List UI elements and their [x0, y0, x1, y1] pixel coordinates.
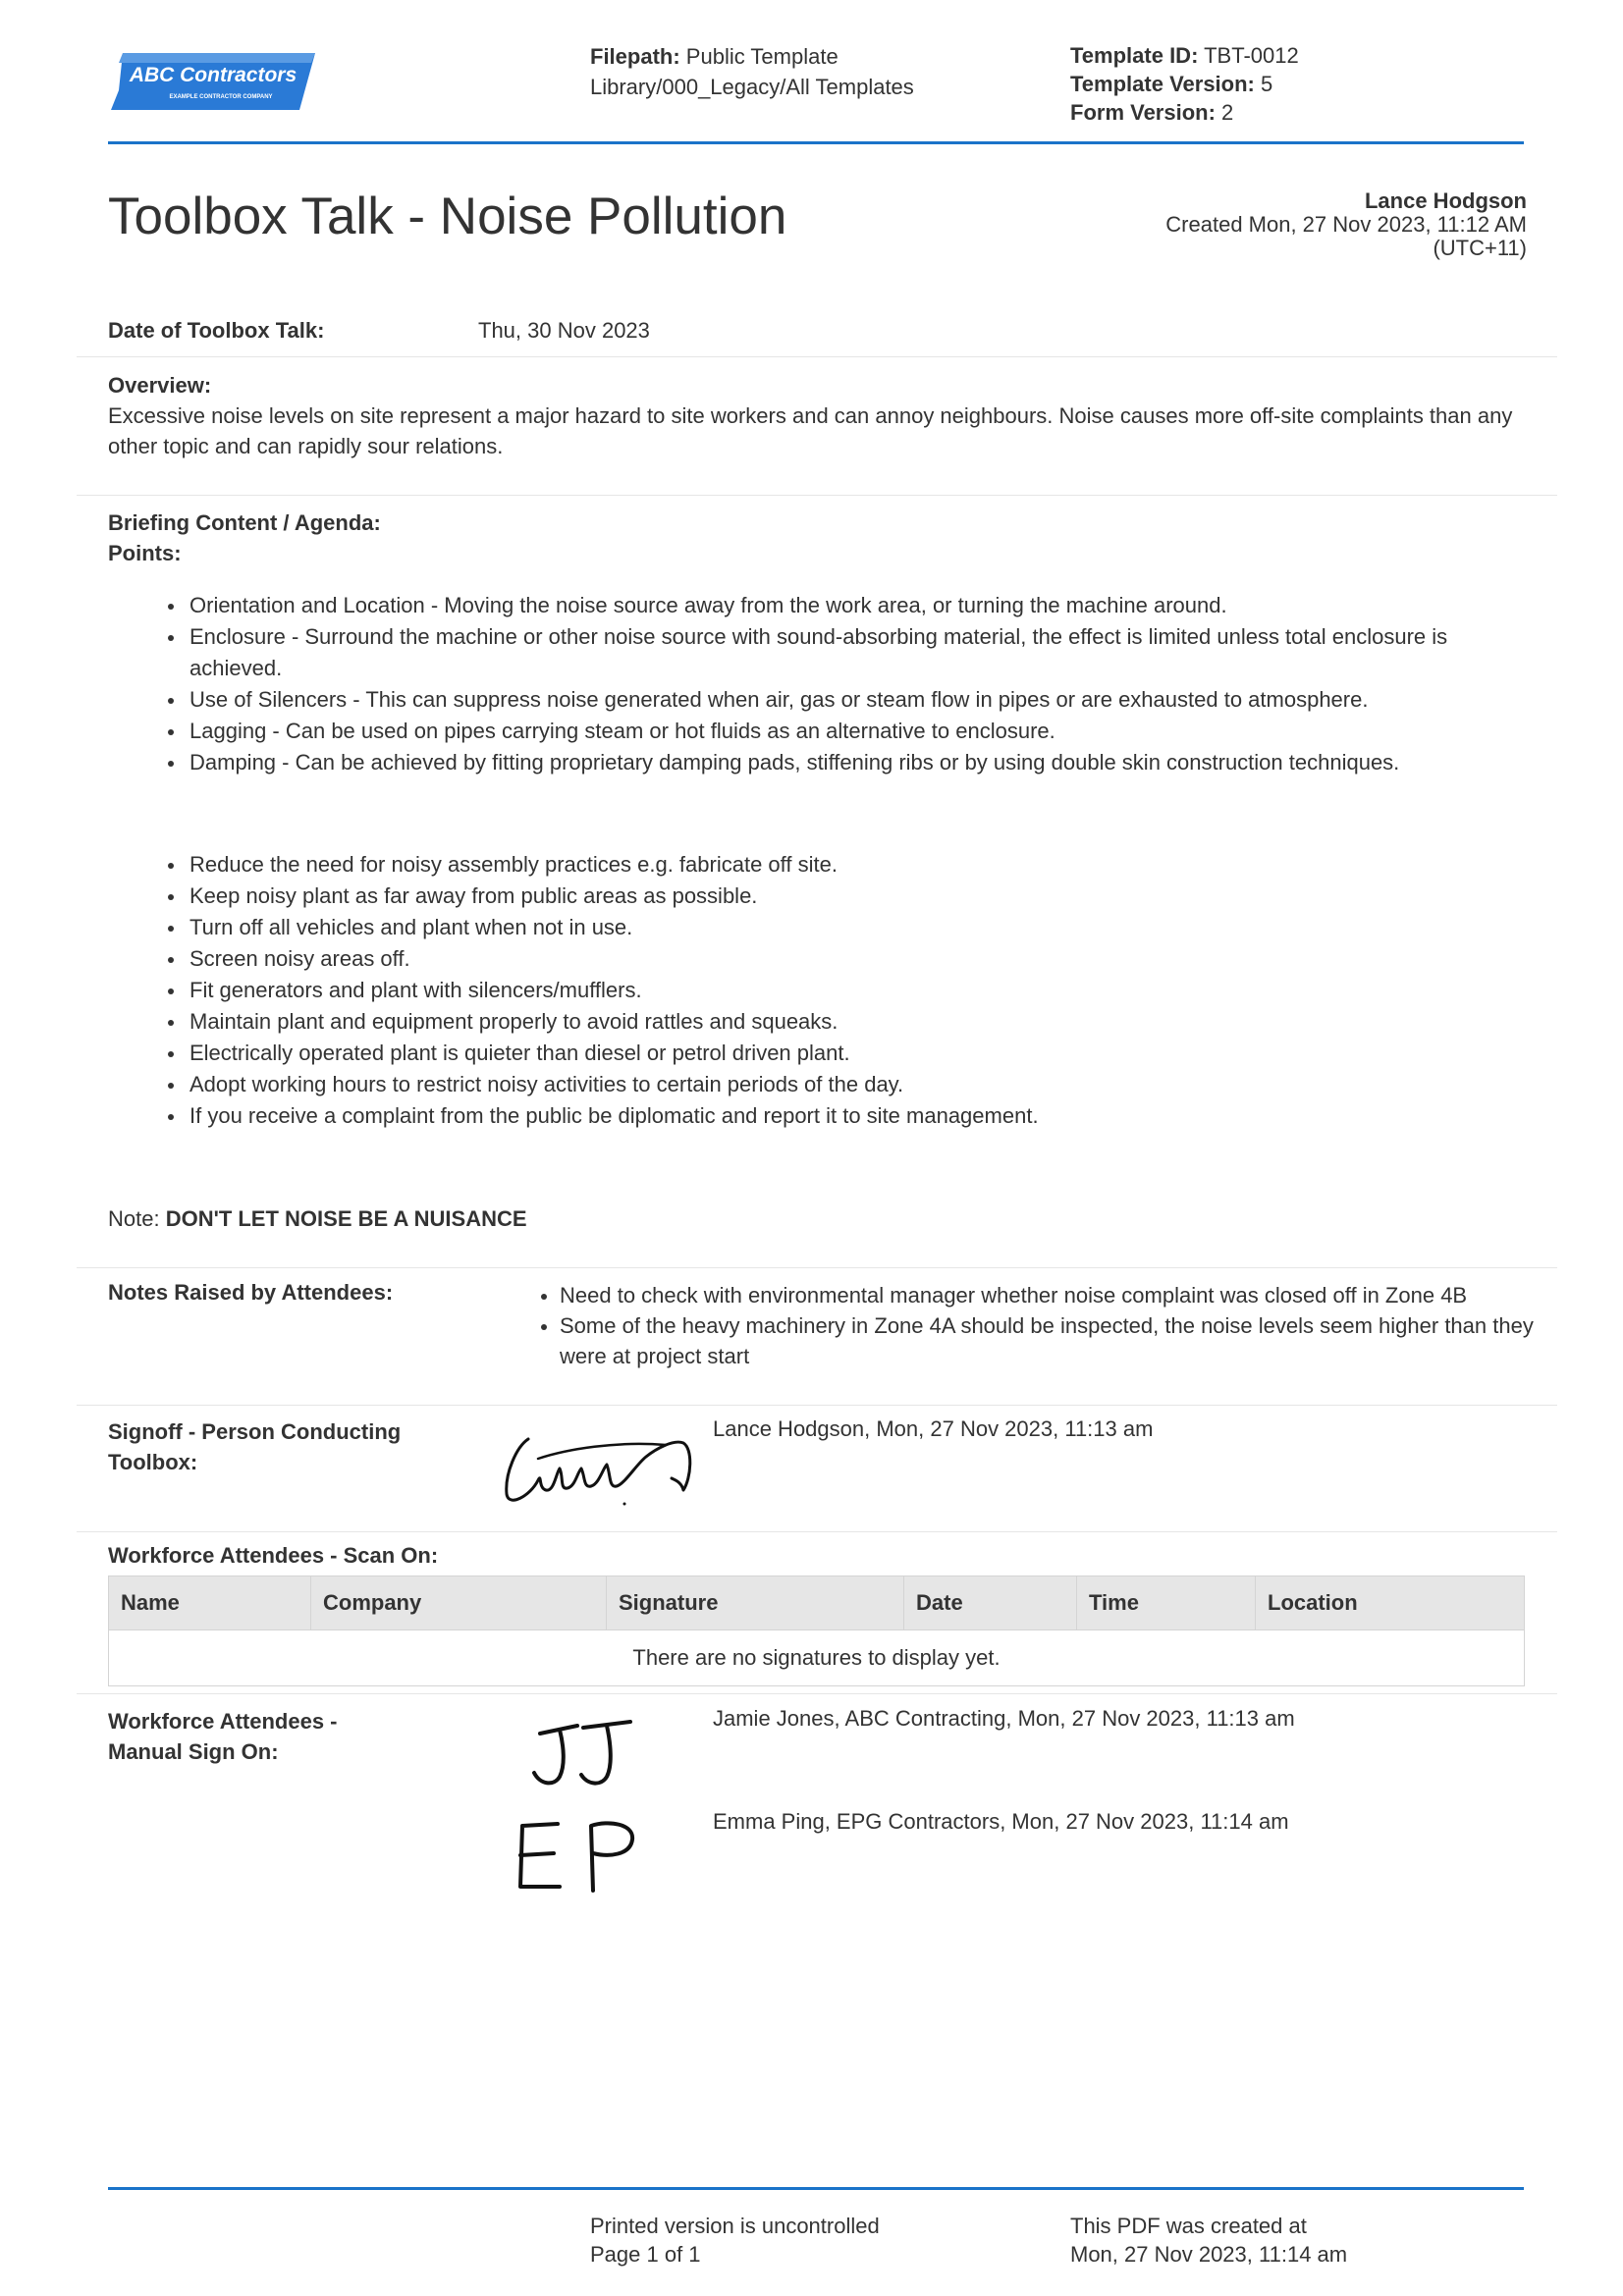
signature-image — [511, 1818, 648, 1896]
points-label: Points: — [108, 541, 182, 565]
list-item: Orientation and Location - Moving the noise source away from the work area, or turning the machine around. — [189, 590, 1495, 621]
list-item: Enclosure - Surround the machine or other noise source with sound-absorbing material, the effect is limited unless total enclosure is achieved. — [189, 621, 1495, 684]
date-label: Date of Toolbox Talk: — [108, 318, 325, 343]
manual-sign-on-label: Workforce Attendees - Manual Sign On: — [108, 1709, 338, 1764]
uncontrolled-notice: Printed version is uncontrolled — [590, 2214, 880, 2238]
pdf-created-label: This PDF was created at — [1070, 2214, 1307, 2238]
briefing-label: Briefing Content / Agenda: — [108, 510, 381, 535]
list-item: Maintain plant and equipment properly to avoid rattles and squeaks. — [189, 1006, 1495, 1038]
list-item: Some of the heavy machinery in Zone 4A should be inspected, the noise levels seem higher than they were at project start — [560, 1310, 1551, 1371]
date-value: Thu, 30 Nov 2023 — [478, 318, 650, 343]
pdf-created-value: Mon, 27 Nov 2023, 11:14 am — [1070, 2242, 1348, 2267]
list-item: Reduce the need for noisy assembly practices e.g. fabricate off site. — [189, 849, 1495, 881]
filepath-block — [590, 41, 1052, 102]
row-divider — [77, 495, 1557, 496]
company-logo — [111, 51, 317, 112]
page-title: Toolbox Talk - Noise Pollution — [108, 187, 787, 245]
attendee-notes-list — [530, 1280, 1551, 1371]
column-header: Signature — [607, 1576, 904, 1630]
note-prefix: Note: — [108, 1206, 166, 1231]
row-divider — [77, 356, 1557, 357]
signoff-details: Lance Hodgson, Mon, 27 Nov 2023, 11:13 am — [713, 1416, 1154, 1441]
row-divider — [77, 1693, 1557, 1694]
list-item: Need to check with environmental manager whether noise complaint was closed off in Zone 4B — [560, 1280, 1551, 1310]
creator-name: Lance Hodgson — [1364, 188, 1527, 213]
footer-right — [1070, 2212, 1347, 2269]
list-item: Damping - Can be achieved by fitting proprietary damping pads, stiffening ribs or by using double skin construction techniques. — [189, 747, 1495, 778]
row-divider — [77, 1531, 1557, 1532]
control-measures-list — [108, 590, 1495, 778]
briefing-section — [108, 507, 1522, 568]
list-item: Use of Silencers - This can suppress noise generated when air, gas or steam flow in pipes or are exhausted to atmosphere. — [189, 684, 1495, 716]
header-divider — [108, 141, 1524, 144]
column-header: Location — [1256, 1576, 1525, 1630]
site-practices-list — [108, 849, 1495, 1132]
form-version-value: 2 — [1221, 100, 1234, 125]
manual-sign-on-entry: Jamie Jones, ABC Contracting, Mon, 27 Nov 2023, 11:13 am — [713, 1706, 1295, 1731]
table-row — [109, 1630, 1525, 1686]
scan-on-label: Workforce Attendees - Scan On: — [108, 1543, 439, 1568]
signature-image — [520, 1716, 648, 1794]
list-item: Adopt working hours to restrict noisy activities to certain periods of the day. — [189, 1069, 1495, 1100]
filepath-label: Filepath: — [590, 44, 680, 69]
list-item: Electrically operated plant is quieter than diesel or petrol driven plant. — [189, 1038, 1495, 1069]
list-item: If you receive a complaint from the public be diplomatic and report it to site management. — [189, 1100, 1495, 1132]
list-item: Screen noisy areas off. — [189, 943, 1495, 975]
form-version-label: Form Version: — [1070, 100, 1216, 125]
template-version-value: 5 — [1261, 72, 1273, 96]
template-id-value: TBT-0012 — [1204, 43, 1299, 68]
overview-text: Excessive noise levels on site represent a major hazard to site workers and can annoy neighbours. Noise causes more off-site complaints than any other topic and can rapidly sour relations. — [108, 403, 1513, 458]
scan-on-table — [108, 1575, 1525, 1686]
overview-section — [108, 370, 1522, 461]
filepath-value: Public Template Library/000_Legacy/All Templates — [590, 44, 914, 99]
logo-tagline: EXAMPLE CONTRACTOR COMPANY — [169, 94, 273, 100]
signature-image — [499, 1419, 695, 1510]
note-text: DON'T LET NOISE BE A NUISANCE — [165, 1206, 527, 1231]
logo-name: ABC Contractors — [129, 64, 298, 86]
creator-block — [1016, 189, 1527, 260]
footer-left — [590, 2212, 880, 2269]
list-item: Lagging - Can be used on pipes carrying steam or hot fluids as an alternative to enclosure. — [189, 716, 1495, 747]
footer-divider — [108, 2187, 1524, 2190]
row-divider — [77, 1267, 1557, 1268]
template-version-label: Template Version: — [1070, 72, 1255, 96]
briefing-note — [108, 1206, 527, 1232]
overview-label: Overview: — [108, 373, 212, 398]
column-header: Date — [904, 1576, 1077, 1630]
list-item: Keep noisy plant as far away from public areas as possible. — [189, 881, 1495, 912]
page-number: Page 1 of 1 — [590, 2242, 701, 2267]
signoff-label: Signoff - Person Conducting Toolbox: — [108, 1419, 402, 1474]
list-item: Fit generators and plant with silencers/mufflers. — [189, 975, 1495, 1006]
attendee-notes-label: Notes Raised by Attendees: — [108, 1280, 394, 1305]
created-timezone: (UTC+11) — [1433, 236, 1527, 260]
column-header: Time — [1077, 1576, 1256, 1630]
row-divider — [77, 1405, 1557, 1406]
empty-table-message: There are no signatures to display yet. — [109, 1630, 1525, 1686]
template-id-label: Template ID: — [1070, 43, 1199, 68]
column-header: Name — [109, 1576, 311, 1630]
manual-sign-on-entry: Emma Ping, EPG Contractors, Mon, 27 Nov 2023, 11:14 am — [713, 1809, 1289, 1834]
column-header: Company — [311, 1576, 607, 1630]
created-date: Created Mon, 27 Nov 2023, 11:12 AM — [1165, 212, 1527, 237]
list-item: Turn off all vehicles and plant when not in use. — [189, 912, 1495, 943]
template-info-block — [1070, 41, 1522, 127]
